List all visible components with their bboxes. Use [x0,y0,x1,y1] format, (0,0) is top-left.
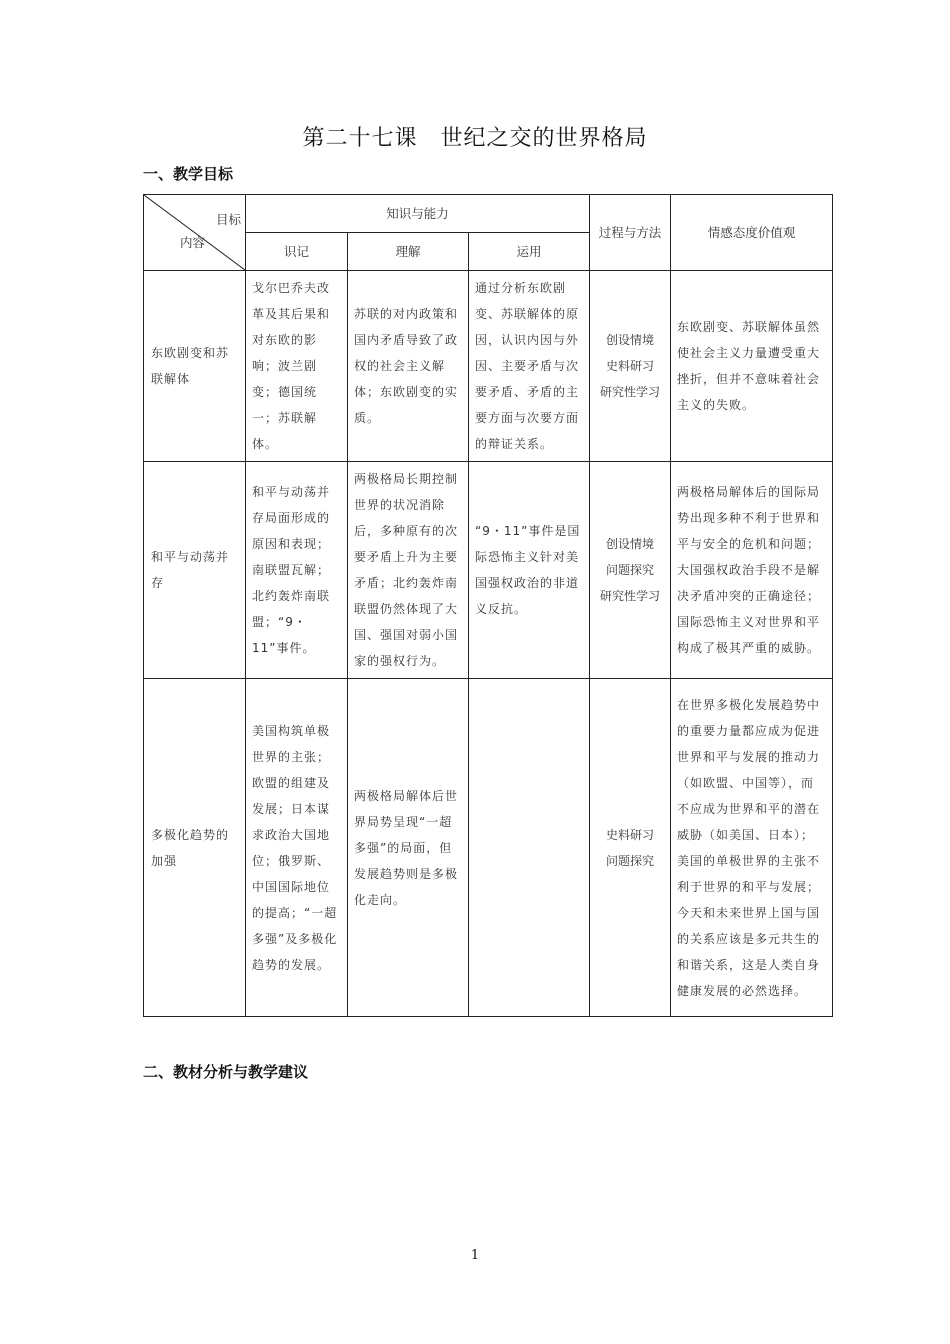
method-item: 问题探究 [606,853,655,868]
apply-cell [469,679,590,1017]
method-item: 研究性学习 [600,589,661,603]
page-number: 1 [470,1248,480,1263]
corner-label-content: 内容 [180,235,206,250]
header-recall: 识记 [246,233,348,271]
recall-cell: 戈尔巴乔夫改革及其后果和对东欧的影响；波兰剧变；德国统一；苏联解体。 [246,271,348,462]
method-item: 创设情境 [606,333,655,347]
header-attitude-values: 情感态度价值观 [671,195,833,271]
row-content-cell: 和平与动荡并存 [144,462,246,679]
header-process-method: 过程与方法 [590,195,671,271]
corner-label-goal: 目标 [215,212,241,227]
header-understand: 理解 [348,233,469,271]
table-row [144,462,833,679]
process-method-cell [590,462,671,679]
section-heading-objectives: 一、教学目标 [143,165,234,183]
method-item: 史料研习 [606,827,655,842]
method-item: 史料研习 [606,359,655,373]
apply-cell: “9・11”事件是国际恐怖主义针对美国强权政治的非道义反抗。 [469,462,590,679]
recall-cell: 美国构筑单极世界的主张；欧盟的组建及发展；日本谋求政治大国地位；俄罗斯、中国国际地位的提高；“一超多强”及多极化趋势的发展。 [246,679,348,1017]
method-item: 研究性学习 [600,385,661,399]
table-row [144,271,833,462]
header-apply: 运用 [469,233,590,271]
understand-cell: 两极格局长期控制世界的状况消除后，多种原有的次要矛盾上升为主要矛盾；北约轰炸南联盟仍然体现了大国、强国对弱小国家的强权行为。 [348,462,469,679]
understand-cell: 苏联的对内政策和国内矛盾导致了政权的社会主义解体；东欧剧变的实质。 [348,271,469,462]
process-method-cell [590,679,671,1017]
row-content-cell: 东欧剧变和苏联解体 [144,271,246,462]
method-item: 问题探究 [606,563,655,577]
recall-cell: 和平与动荡并存局面形成的原因和表现；南联盟瓦解；北约轰炸南联盟；“9・11”事件。 [246,462,348,679]
values-cell: 在世界多极化发展趋势中的重要力量都应成为促进世界和平与发展的推动力（如欧盟、中国等），而不应成为世界和平的潜在威胁（如美国、日本）；美国的单极世界的主张不利于世界的和平与发展；今天和未来世界上国与国的关系应该是多元共生的和谐关系，这是人类自身健康发展的必然选择。 [671,679,833,1017]
values-cell: 东欧剧变、苏联解体虽然使社会主义力量遭受重大挫折，但并不意味着社会主义的失败。 [671,271,833,462]
understand-cell: 两极格局解体后世界局势呈现“一超多强”的局面，但发展趋势则是多极化走向。 [348,679,469,1017]
process-method-cell [590,271,671,462]
header-knowledge-ability: 知识与能力 [246,195,590,233]
values-cell: 两极格局解体后的国际局势出现多种不利于世界和平与安全的危机和问题；大国强权政治手段不是解决矛盾冲突的正确途径；国际恐怖主义对世界和平构成了极其严重的威胁。 [671,462,833,679]
apply-cell: 通过分析东欧剧变、苏联解体的原因，认识内因与外因、主要矛盾与次要矛盾、矛盾的主要方面与次要方面的辩证关系。 [469,271,590,462]
document-title: 第二十七课 世纪之交的世界格局 [302,126,648,151]
row-content-cell: 多极化趋势的加强 [144,679,246,1017]
table-row [144,679,833,1017]
objectives-table [143,194,833,1017]
corner-header-cell [144,195,246,271]
method-item: 创设情境 [606,537,655,551]
section-heading-analysis: 二、教材分析与教学建议 [143,1063,309,1081]
